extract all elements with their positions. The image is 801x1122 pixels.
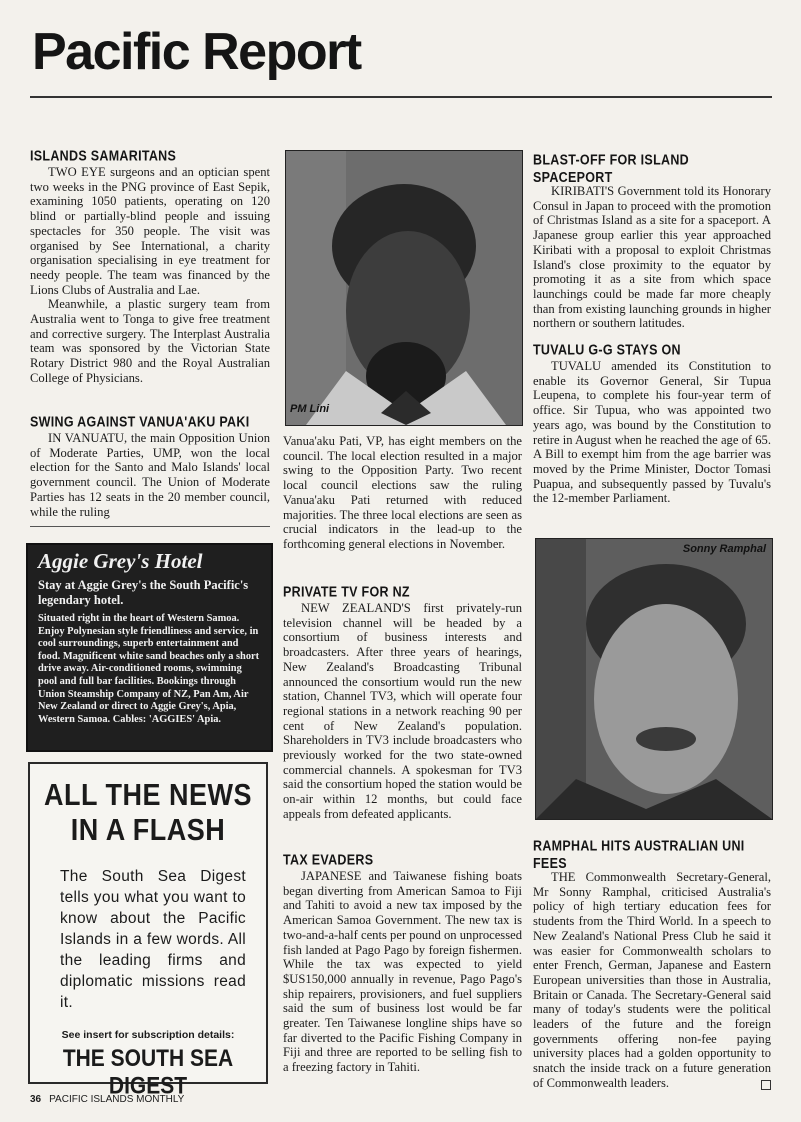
ad-body: Situated right in the heart of Western Samoa. Enjoy Polynesian style friendliness and service, in cool surroundings, superb entertainment and food. Magnificent white sand beaches only a short drive away. Air-conditioned rooms, swimming pool and full bar facilities. Bookings through Union Steamship Company of NZ, Pan Am, Air New Zealand or direct to Aggie Grey's, Apia, Western Samoa. Cables: 'AGGIES' Apia. — [38, 613, 260, 725]
photo-pm-lini — [285, 150, 523, 426]
article-headline: PRIVATE TV FOR NZ — [283, 584, 410, 601]
masthead-rule — [30, 96, 772, 98]
article-ramphal — [533, 838, 771, 1091]
page-number: 36 — [30, 1094, 42, 1105]
article-private-tv — [283, 584, 522, 822]
article-headline: ISLANDS SAMARITANS — [30, 148, 177, 165]
article-tuvalu — [533, 342, 771, 506]
publication-name: PACIFIC ISLANDS MONTHLY — [49, 1094, 185, 1105]
article-continuation — [283, 434, 522, 552]
article-paragraph: KIRIBATI'S Government told its Honorary Consul in Japan to proceed with the promotion of Christmas Island as a site for a spaceport. A Japanese group earlier this year approached Kiribati with a proposal to exploit Christmas Island's close proximity to the equator by promoting it as a site from which space launchings could be made far more cheaply than from existing launching grounds in higher northern or southern latitudes. — [533, 184, 771, 331]
portrait-image — [286, 151, 522, 425]
ad-title: Aggie Grey's Hotel — [38, 549, 203, 573]
photo-caption: PM Lini — [290, 403, 330, 415]
article-headline: TUVALU G-G STAYS ON — [533, 342, 681, 359]
article-paragraph: TWO EYE surgeons and an optician spent two weeks in the PNG province of East Sepik, examining 1050 patients, operating on 120 blind or partially-blind people and issuing spectacles for 350 people. The visit was organised by See International, a charity organisation specialising in eye treatment for needy people. The team was financed by the Lions Clubs of Australia and Lae. — [30, 165, 270, 297]
article-swing-vanuaaku — [30, 414, 270, 519]
article-headline: TAX EVADERS — [283, 852, 374, 869]
ad-headline: ALL THE NEWS — [44, 778, 252, 812]
article-paragraph: JAPANESE and Taiwanese fishing boats began diverting from American Samoa to Fiji and Tahiti to avoid a new tax imposed by the American Samoa Government. The new tax is two-and-a-half cents per pound on unprocessed fish landed at Pago Pago by foreign fishermen. While the tax was expected to yield $US150,000 annually in revenue, Pago Pago's ship repairers, provisioners, and fuel suppliers said the sum of business lost would be far greater. Ten Taiwanese longline ships have so far diverted to the Pacific Fishing Company in Fiji and three are reported to be selling fish to a freezing factory in Tahiti. — [283, 869, 522, 1075]
ad-insert-note: See insert for subscription details: — [61, 1029, 235, 1041]
photo-caption: Sonny Ramphal — [682, 543, 766, 555]
end-of-article-icon — [761, 1080, 771, 1090]
ad-body: The South Sea Digest tells you what you want to know about the Pacific Islands in a few words. All the leading firms and diplomatic missions read it. — [60, 868, 246, 1011]
article-paragraph: THE Commonwealth Secretary-General, Mr Sonny Ramphal, criticised Australia's policy of high tertiary education fees for students from the Third World. In a speech to New Zealand's National Press Club he said it was easier for Commonwealth scholars to enter French, German, Japanese and Eastern European universities than those in Australia, Britain or Canada. The Secretary-General said many of today's students were the political leaders of the future and the foreign governments offering non-fee paying university places had a golden opportunity to snatch the inside track on a future generation of Commonwealth leaders. — [533, 870, 771, 1090]
article-paragraph: NEW ZEALAND'S first privately-run television channel will be headed by a consortium of business interests and broadcasters. After three years of hearings, New Zealand's Broadcasting Tribunal announced the consortium would run the new station, Channel TV3, which will operate four regional stations in a network reaching 90 per cent of New Zealand's population. Shareholders in TV3 include broadcasters who previously worked for the two state-owned commercial channels. A spokesman for TV3 said the consortium hoped the station would be on-air within 12 months, but could face appeals from defeated applicants. — [283, 601, 522, 821]
ad-brand: THE SOUTH SEA DIGEST — [62, 1045, 234, 1100]
article-islands-samaritans — [30, 148, 270, 386]
article-spaceport — [533, 152, 771, 331]
article-headline: RAMPHAL HITS AUSTRALIAN UNI FEES — [533, 838, 745, 872]
article-paragraph: IN VANUATU, the main Opposition Union of Moderate Parties, UMP, won the local election for the Santo and Malo Islands' local government council. The Union of Moderate Parties has 12 seats in the 20 member council, while the ruling — [30, 431, 270, 519]
hotel-advertisement — [26, 543, 273, 752]
article-tax-evaders — [283, 852, 522, 1075]
ad-headline: IN A FLASH — [70, 813, 226, 847]
ad-subtitle: Stay at Aggie Grey's the South Pacific's legendary hotel. — [38, 578, 249, 607]
article-paragraph: Meanwhile, a plastic surgery team from Australia went to Tonga to give free treatment and corrective surgery. The Interplast Australia team was sponsored by the Victorian State Rotary District 980 and the Royal Australian College of Physicians. — [30, 297, 270, 385]
column-divider — [30, 526, 270, 527]
article-paragraph: Vanua'aku Pati, VP, has eight members on the council. The local election resulted in a major swing to the Opposition Party. Two recent local council elections saw the ruling Vanua'aku Pati returned with reduced majorities. The three local elections are seen as crucial indicators in the lead-up to the forthcoming general elections in November. — [283, 434, 522, 551]
article-headline: BLAST-OFF FOR ISLAND SPACEPORT — [533, 152, 689, 186]
article-headline: SWING AGAINST VANUA'AKU PAKI — [30, 414, 250, 431]
page-footer — [30, 1094, 184, 1105]
portrait-image — [536, 539, 772, 819]
photo-sonny-ramphal — [535, 538, 773, 820]
article-paragraph: TUVALU amended its Constitution to enable its Governor General, Sir Tupua Leupena, to complete his four-year term of office. Sir Tupua, who was appointed two years ago, was bound by the Constitution to retire in August when he reached the age of 65. A Bill to exempt him from the age barrier was moved by the Prime Minister, Doctor Tomasi Puapua, and subsequently passed by Tuvalu's the 12-member Parliament. — [533, 359, 771, 506]
page-title: Pacific Report — [32, 23, 361, 81]
